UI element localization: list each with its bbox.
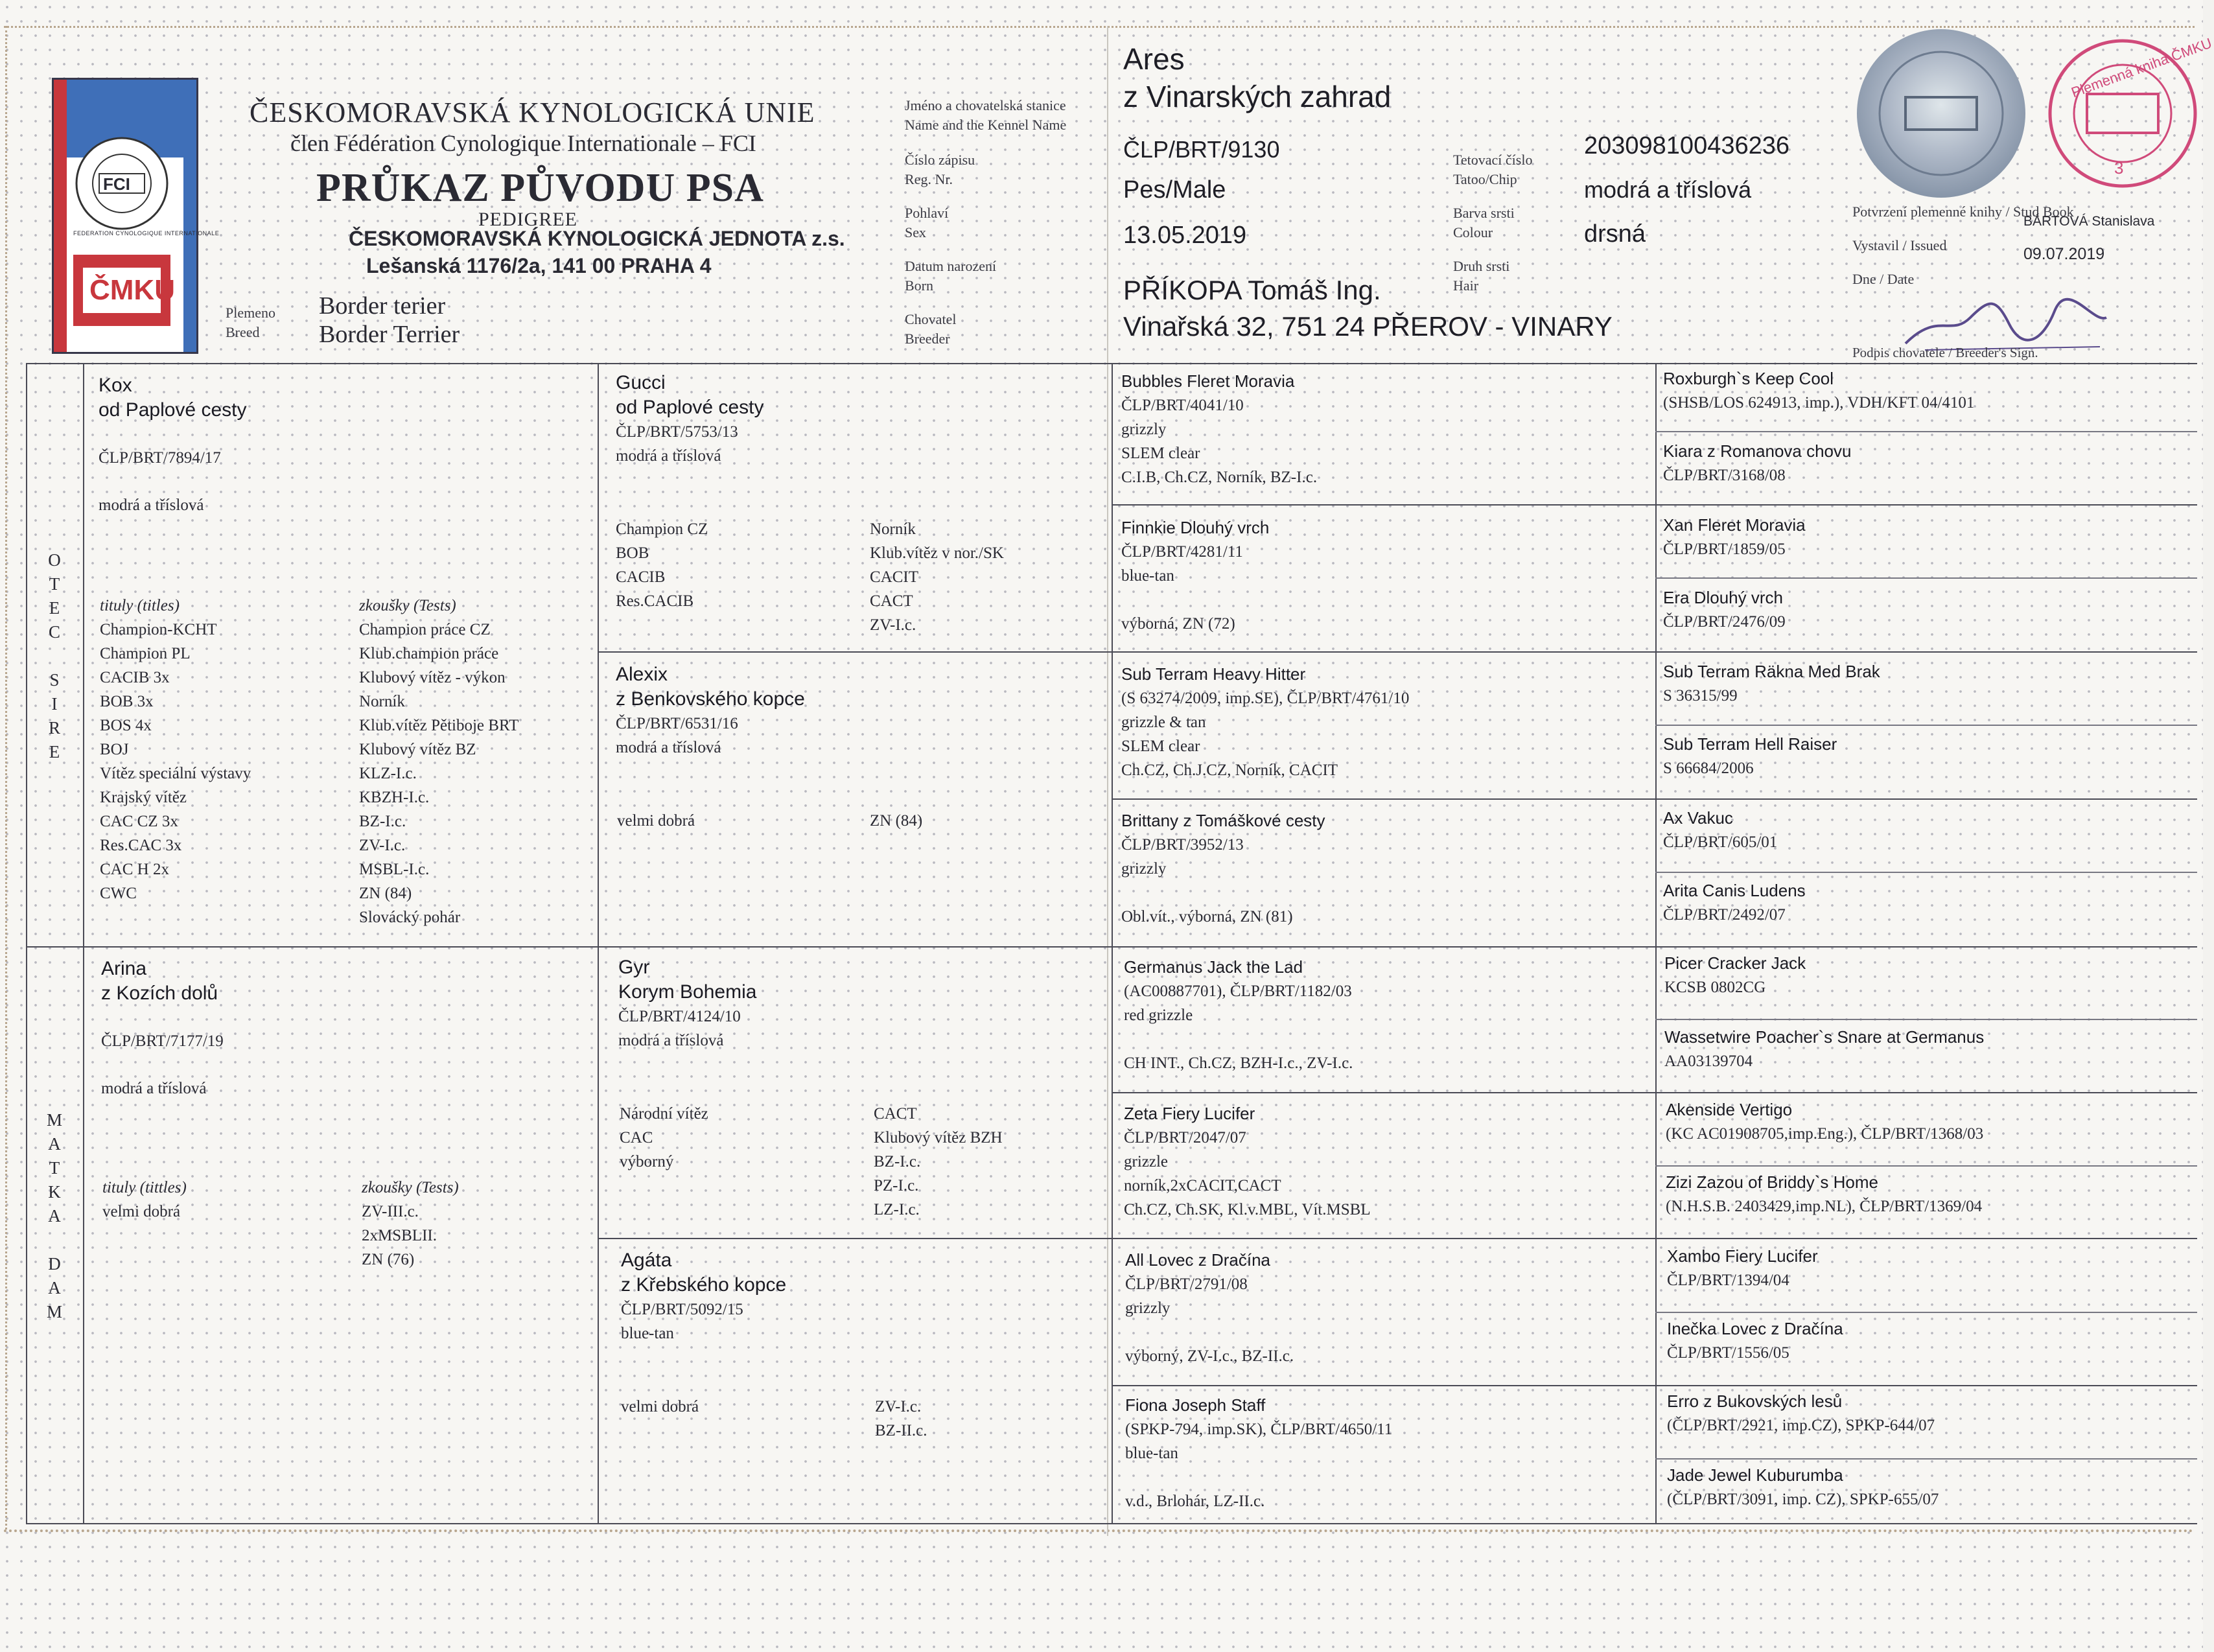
gen2-col-border — [1112, 363, 1113, 1523]
ancestor-reg: (KC AC01908705,imp.Eng.), ČLP/BRT/1368/03 — [1666, 1125, 1984, 1143]
gen4-cell-1 — [1663, 367, 2195, 430]
ancestor-line — [1125, 1320, 1654, 1344]
gen4-separator-5 — [1655, 1019, 2197, 1020]
gen4-cell-8 — [1663, 879, 2195, 942]
test-item: PZ-I.c. — [874, 1177, 919, 1194]
title-item: CAC H 2x — [100, 861, 169, 878]
gen2-cell-1 — [616, 371, 1108, 649]
dam-titles — [102, 1176, 187, 1224]
ancestor-name: Jade Jewel Kuburumba — [1667, 1465, 1843, 1485]
colour-label-en: Colour — [1453, 224, 1493, 240]
ancestor-line: ČLP/BRT/4281/11 — [1121, 543, 1243, 561]
ancestor-line: Ch.CZ, Ch.J.CZ, Norník, CACIT — [1121, 762, 1338, 779]
chip-label: Tetovací číslo — [1453, 152, 1533, 168]
test-item: KBZH-I.c. — [359, 789, 430, 806]
test-item: CACT — [874, 1105, 917, 1123]
test-item: BZ-I.c. — [359, 813, 406, 830]
test-item: Norník — [359, 693, 405, 710]
ancestor-name: Akenside Vertigo — [1666, 1100, 1793, 1119]
studbook-confirm-label: Potvrzení plemenné knihy / Stud Book — [1852, 204, 2074, 220]
ancestor-line: grizzly — [1125, 1299, 1171, 1317]
titles-label: tituly (titles) — [100, 597, 180, 614]
stamp-number: 3 — [2114, 158, 2124, 178]
ancestor-line: SLEM clear — [1121, 738, 1200, 755]
title-item: Res.CAC 3x — [100, 837, 182, 854]
breeder-label: Chovatel — [905, 311, 957, 327]
gen4-cell-9 — [1664, 951, 2196, 1015]
ancestor-name: Gucci — [616, 372, 666, 393]
ancestor-kennel: od Paplové cesty — [616, 397, 764, 418]
test-item: ZN (76) — [362, 1251, 415, 1268]
gen4-separator-1 — [1655, 431, 2197, 432]
dog-name: Ares — [1123, 42, 1185, 76]
title-item: Národní vítěz — [620, 1105, 708, 1123]
document-title: PRŮKAZ PŮVODU PSA — [316, 166, 764, 210]
dam-name: Arina — [101, 958, 147, 979]
gen4-separator-7 — [1655, 1312, 2197, 1313]
sire-kennel: od Paplové cesty — [99, 399, 247, 421]
test-item: LZ-I.c. — [874, 1201, 920, 1218]
ancestor-line: red grizzle — [1124, 1006, 1193, 1024]
ancestor-name: Alexix — [616, 664, 668, 685]
date-label: Dne / Date — [1852, 271, 1915, 287]
gen3-separator-4 — [1112, 1385, 2197, 1386]
ancestor-name: Ax Vakuc — [1663, 808, 1733, 828]
test-item: Klubový vítěz BZ — [359, 741, 476, 758]
hair-label-en: Hair — [1453, 277, 1479, 294]
gen4-cell-6 — [1663, 732, 2195, 796]
dog-born: 13.05.2019 — [1123, 222, 1247, 249]
ancestor-line: grizzle & tan — [1121, 714, 1206, 731]
ancestor-tests — [870, 517, 1004, 637]
sire-name: Kox — [99, 375, 132, 396]
sire-titles — [100, 594, 251, 905]
gen3-cell-6 — [1124, 1102, 1653, 1235]
ancestor-line: C.I.B, Ch.CZ, Norník, BZ-I.c. — [1121, 469, 1318, 486]
ancestor-name: All Lovec z Dračína — [1125, 1250, 1270, 1270]
ancestor-line: norník,2xCACIT,CACT — [1124, 1177, 1281, 1194]
document-title-en: PEDIGREE — [478, 209, 577, 230]
ancestor-name: Fiona Joseph Staff — [1125, 1395, 1266, 1415]
gen4-separator-4 — [1655, 872, 2197, 873]
ancestor-colour: blue-tan — [621, 1325, 674, 1342]
ancestor-line: (AC00887701), ČLP/BRT/1182/03 — [1124, 983, 1352, 1000]
club-address: Lešanská 1176/2a, 141 00 PRAHA 4 — [366, 254, 712, 277]
gen4-cell-7 — [1663, 806, 2195, 870]
test-item: 2xMSBLII. — [362, 1227, 437, 1244]
gen3-separator-3 — [1112, 1092, 2197, 1093]
ancestor-reg: ČLP/BRT/2492/07 — [1663, 906, 1786, 924]
ancestor-line: (S 63274/2009, imp.SE), ČLP/BRT/4761/10 — [1121, 690, 1410, 707]
ancestor-name: Gyr — [618, 957, 650, 978]
ancestor-reg: (ČLP/BRT/2921, imp.CZ), SPKP-644/07 — [1667, 1417, 1935, 1434]
side-col-border — [83, 363, 84, 1523]
dog-kennel: z Vinarských zahrad — [1123, 80, 1392, 113]
breed-label: Plemeno — [226, 305, 275, 321]
titles-label: tituly (tittles) — [102, 1179, 187, 1196]
breed-label-en: Breed — [226, 324, 260, 340]
reg-label: Číslo zápisu — [905, 152, 975, 168]
tests-label: zkoušky (Tests) — [362, 1179, 459, 1196]
ancestor-name: Xambo Fiery Lucifer — [1667, 1246, 1818, 1266]
ancestor-reg: ČLP/BRT/1859/05 — [1663, 541, 1786, 558]
ancestor-line: výborný, ZV-I.c., BZ-II.c. — [1125, 1347, 1294, 1365]
table-left-border — [26, 363, 27, 1523]
gen3-cell-1 — [1121, 369, 1650, 502]
gen4-cell-13 — [1667, 1244, 2198, 1308]
gen4-cell-14 — [1667, 1317, 2198, 1380]
title-item: CAC — [620, 1129, 653, 1146]
test-item: ZV-I.c. — [359, 837, 406, 854]
ancestor-line: ČLP/BRT/3952/13 — [1121, 836, 1244, 854]
ancestor-name: Sub Terram Hell Raiser — [1663, 734, 1837, 754]
breeder-sign-label: Podpis chovatele / Breeder's Sign. — [1852, 345, 2038, 360]
hologram-icon — [1854, 26, 2029, 201]
sire-dam-separator — [26, 946, 2197, 948]
ancestor-reg: ČLP/BRT/5092/15 — [621, 1301, 743, 1318]
gen4-separator-2 — [1655, 577, 2197, 579]
reg-label-en: Reg. Nr. — [905, 171, 953, 187]
issued-by: BÁRTOVÁ Stanislava — [2023, 214, 2155, 229]
ancestor-name: Brittany z Tomáškové cesty — [1121, 811, 1325, 830]
gen4-separator-6 — [1655, 1165, 2197, 1167]
ancestor-line: CH INT., Ch.CZ, BZH-I.c., ZV-I.c. — [1124, 1054, 1353, 1072]
test-item: CACT — [870, 592, 913, 610]
tests-label: zkoušky (Tests) — [359, 597, 456, 614]
gen2-cell-4 — [621, 1248, 1108, 1520]
fci-membership: člen Fédération Cynologique Internationale – FCI — [290, 130, 756, 156]
logo-fci-text: FCI — [103, 174, 130, 194]
title-item: velmi dobrá — [617, 812, 695, 830]
hair-label: Druh srsti — [1453, 258, 1510, 274]
ancestor-reg: ČLP/BRT/6531/16 — [616, 715, 738, 732]
ancestor-line — [1124, 1027, 1653, 1051]
ancestor-line — [1125, 1465, 1654, 1489]
sire-side-label: O T E C S I R E — [48, 550, 61, 762]
ancestor-reg: ČLP/BRT/3168/08 — [1663, 467, 1786, 484]
title-item: Krajský vítěz — [100, 789, 187, 806]
gen3-cell-5 — [1124, 955, 1653, 1088]
gen4-cell-12 — [1666, 1170, 2197, 1234]
gen4-cell-15 — [1667, 1390, 2198, 1453]
breed-cz: Border terier — [319, 292, 446, 320]
ancestor-line: ČLP/BRT/2791/08 — [1125, 1275, 1248, 1293]
dam-side-label: M A T K A D A M — [46, 1110, 62, 1321]
ancestor-name: Agáta — [621, 1250, 672, 1271]
ancestor-reg: ČLP/BRT/2476/09 — [1663, 613, 1786, 631]
dam-colour: modrá a tříslová — [101, 1080, 207, 1097]
gen1-dam-cell — [101, 957, 594, 1520]
logo-cmku-text: ČMKU — [89, 274, 175, 306]
gen2-cell-3 — [618, 955, 1111, 1234]
title-item: BOB 3x — [100, 693, 154, 710]
test-item: Champion práce CZ — [359, 621, 491, 638]
breed-en: Border Terrier — [319, 321, 460, 348]
gen2-cell-2 — [616, 662, 1108, 941]
ancestor-name: Sub Terram Heavy Hitter — [1121, 664, 1306, 684]
title-item: Champion-KCHT — [100, 621, 217, 638]
ancestor-titles — [617, 809, 695, 833]
ancestor-line — [1121, 881, 1650, 905]
logo — [52, 78, 220, 354]
gen4-cell-10 — [1664, 1025, 2196, 1089]
title-item: velmi dobrá — [102, 1203, 181, 1220]
ancestor-line: Obl.vít., výborná, ZN (81) — [1121, 908, 1293, 925]
ancestor-name: Finnkie Dlouhý vrch — [1121, 518, 1270, 537]
ancestor-line: blue-tan — [1121, 567, 1174, 585]
issued-date: 09.07.2019 — [2023, 245, 2105, 263]
gen4-cell-5 — [1663, 660, 2195, 723]
ancestor-line: grizzly — [1121, 860, 1167, 878]
test-item: Klub.vítěz Pětiboje BRT — [359, 717, 519, 734]
dam-tests — [362, 1176, 459, 1272]
ancestor-tests — [870, 809, 922, 833]
ancestor-line: (SPKP-794, imp.SK), ČLP/BRT/4650/11 — [1125, 1421, 1393, 1438]
breeder-name: PŘÍKOPA Tomáš Ing. — [1123, 275, 1381, 305]
dam-reg: ČLP/BRT/7177/19 — [101, 1032, 224, 1050]
ancestor-name: Xan Fleret Moravia — [1663, 515, 1806, 535]
ancestor-titles — [621, 1395, 699, 1419]
ancestor-line: Ch.CZ, Ch.SK, Kl.v.MBL, Vít.MSBL — [1124, 1201, 1371, 1218]
ancestor-tests — [874, 1102, 1003, 1222]
ancestor-name: Zeta Fiery Lucifer — [1124, 1104, 1255, 1123]
title-item: CACIB — [616, 568, 666, 586]
test-item: ZN (84) — [870, 812, 923, 830]
gen4-cell-2 — [1663, 439, 2195, 503]
test-item: ZV-I.c. — [875, 1398, 922, 1415]
title-item: Champion PL — [100, 645, 191, 662]
ancestor-line: grizzly — [1121, 421, 1167, 438]
name-label: Jméno a chovatelská stanice — [905, 97, 1066, 113]
ancestor-reg: (SHSB/LOS 624913, imp.), VDH/KFT 04/4101 — [1663, 394, 1975, 412]
gen4-cell-4 — [1663, 586, 2195, 649]
test-item: BZ-II.c. — [875, 1422, 927, 1439]
ancestor-colour: modrá a tříslová — [616, 447, 721, 465]
ancestor-line: blue-tan — [1125, 1445, 1178, 1462]
ancestor-reg: S 36315/99 — [1663, 687, 1738, 704]
sex-label: Pohlaví — [905, 205, 949, 221]
sire-tests — [359, 594, 519, 929]
ancestor-line: SLEM clear — [1121, 445, 1200, 462]
logo-ring-text: FEDERATION CYNOLOGIQUE INTERNATIONALE — [73, 230, 220, 237]
test-item: Klubový vítěz BZH — [874, 1129, 1003, 1146]
gen4-cell-3 — [1663, 513, 2195, 577]
title-item: BOB — [616, 544, 649, 562]
gen4-separator-3 — [1655, 725, 2197, 726]
stamp-text: Plemenná kniha ČMKU — [2069, 34, 2214, 101]
ancestor-titles — [620, 1102, 708, 1174]
gen4-separator-8 — [1655, 1458, 2197, 1460]
test-item: Norník — [870, 520, 916, 538]
test-item: BZ-I.c. — [874, 1153, 921, 1170]
ancestor-line: v.d., Brlohár, LZ-II.c. — [1125, 1493, 1265, 1510]
ancestor-name: Inečka Lovec z Dračína — [1667, 1319, 1843, 1338]
ancestor-line — [1121, 588, 1650, 612]
ancestor-reg: KCSB 0802CG — [1664, 979, 1766, 996]
title-item: velmi dobrá — [621, 1398, 699, 1415]
table-bottom-border — [26, 1523, 2197, 1524]
gen4-cell-11 — [1666, 1098, 2197, 1161]
ancestor-name: Kiara z Romanova chovu — [1663, 441, 1852, 461]
ancestor-reg: ČLP/BRT/1556/05 — [1667, 1344, 1789, 1362]
ancestor-name: Picer Cracker Jack — [1664, 953, 1806, 973]
born-label: Datum narození — [905, 258, 997, 274]
gen1-col-border — [598, 363, 599, 1523]
org-name: ČESKOMORAVSKÁ KYNOLOGICKÁ UNIE — [250, 97, 815, 128]
title-item: BOS 4x — [100, 717, 152, 734]
colour-label: Barva srsti — [1453, 205, 1515, 221]
ancestor-line: ČLP/BRT/4041/10 — [1121, 397, 1244, 414]
sire-colour: modrá a tříslová — [99, 496, 204, 514]
gen3-cell-7 — [1125, 1248, 1654, 1381]
fci-cmku-logo-icon — [54, 80, 196, 352]
ancestor-line: grizzle — [1124, 1153, 1169, 1170]
ancestor-reg: ČLP/BRT/605/01 — [1663, 833, 1778, 851]
title-item: BOJ — [100, 741, 129, 758]
title-item: výborný — [620, 1153, 674, 1170]
ancestor-name: Arita Canis Ludens — [1663, 881, 1806, 900]
breeder-label-en: Breeder — [905, 331, 950, 347]
ancestor-colour: modrá a tříslová — [618, 1032, 724, 1049]
dam-kennel: z Kozích dolů — [101, 983, 218, 1004]
ancestor-reg: (ČLP/BRT/3091, imp. CZ), SPKP-655/07 — [1667, 1491, 1939, 1508]
ancestor-reg: S 66684/2006 — [1663, 760, 1754, 777]
name-label-en: Name and the Kennel Name — [905, 117, 1067, 133]
test-item: Slovácký pohár — [359, 909, 461, 926]
test-item: Klubový vítěz - výkon — [359, 669, 506, 686]
sex-label-en: Sex — [905, 224, 926, 240]
ancestor-name: Bubbles Fleret Moravia — [1121, 371, 1295, 391]
ancestor-reg: AA03139704 — [1664, 1053, 1753, 1070]
test-item: KLZ-I.c. — [359, 765, 417, 782]
ancestor-reg: ČLP/BRT/1394/04 — [1667, 1272, 1789, 1289]
gen2-separator-2 — [598, 1238, 2197, 1239]
gen3-separator-1 — [1112, 504, 2197, 506]
test-item: CACIT — [870, 568, 918, 586]
test-item: ZN (84) — [359, 885, 412, 902]
test-item: ZV-I.c. — [870, 616, 916, 634]
test-item: ZV-III.c. — [362, 1203, 419, 1220]
gen3-separator-2 — [1112, 798, 2197, 800]
ancestor-titles — [616, 517, 708, 613]
test-item: MSBL-I.c. — [359, 861, 430, 878]
gen3-cell-8 — [1125, 1393, 1654, 1523]
ancestor-name: Zizi Zazou of Briddy`s Home — [1666, 1172, 1878, 1192]
ancestor-name: Germanus Jack the Lad — [1124, 957, 1303, 977]
ancestor-kennel: Korym Bohemia — [618, 981, 757, 1003]
ancestor-colour: modrá a tříslová — [616, 739, 721, 756]
ancestor-name: Roxburgh`s Keep Cool — [1663, 369, 1834, 388]
title-item: CWC — [100, 885, 137, 902]
bottom-ornament-border — [4, 1530, 2195, 1532]
ancestor-name: Wassetwire Poacher`s Snare at Germanus — [1664, 1027, 1985, 1047]
gen4-cell-16 — [1667, 1463, 2198, 1522]
test-item: Klub.vítěz v nor./SK — [870, 544, 1004, 562]
title-item: CACIB 3x — [100, 669, 170, 686]
club-name: ČESKOMORAVSKÁ KYNOLOGICKÁ JEDNOTA z.s. — [349, 227, 845, 250]
born-label-en: Born — [905, 277, 933, 294]
issued-label: Vystavil / Issued — [1852, 237, 1947, 253]
chip-label-en: Tatoo/Chip — [1453, 171, 1517, 187]
dog-sex: Pes/Male — [1123, 176, 1226, 204]
chip-number: 203098100436236 — [1584, 132, 1790, 159]
ancestor-kennel: z Benkovského kopce — [616, 688, 805, 710]
ancestor-reg: ČLP/BRT/4124/10 — [618, 1008, 741, 1025]
sire-reg: ČLP/BRT/7894/17 — [99, 449, 221, 467]
gen1-sire-cell — [99, 373, 591, 944]
title-item: CAC CZ 3x — [100, 813, 178, 830]
title-item: Champion CZ — [616, 520, 708, 538]
ancestor-name: Sub Terram Räkna Med Brak — [1663, 662, 1880, 681]
left-ornament-border — [5, 26, 7, 1530]
gen3-cell-3 — [1121, 662, 1650, 795]
ancestor-reg: (N.H.S.B. 2403429,imp.NL), ČLP/BRT/1369/04 — [1666, 1198, 1983, 1215]
breeder-address: Vinařská 32, 751 24 PŘEROV - VINARY — [1123, 311, 1613, 342]
gen3-cell-4 — [1121, 809, 1650, 942]
ancestor-name: Erro z Bukovských lesů — [1667, 1391, 1843, 1411]
dog-reg: ČLP/BRT/9130 — [1123, 136, 1280, 163]
ancestor-reg: ČLP/BRT/5753/13 — [616, 423, 738, 441]
ancestor-line: ČLP/BRT/2047/07 — [1124, 1129, 1246, 1146]
title-item: Vítěz speciální výstavy — [100, 765, 251, 782]
dog-colour: modrá a tříslová — [1584, 176, 1752, 203]
ancestor-tests — [875, 1395, 927, 1443]
gen3-col-border — [1655, 363, 1657, 1523]
dog-hair: drsná — [1584, 220, 1646, 248]
ancestor-line: výborná, ZN (72) — [1121, 615, 1235, 633]
test-item: Klub.champion práce — [359, 645, 499, 662]
title-item: Res.CACIB — [616, 592, 694, 610]
ancestor-kennel: z Křebského kopce — [621, 1274, 787, 1296]
ancestor-name: Era Dlouhý vrch — [1663, 588, 1783, 607]
